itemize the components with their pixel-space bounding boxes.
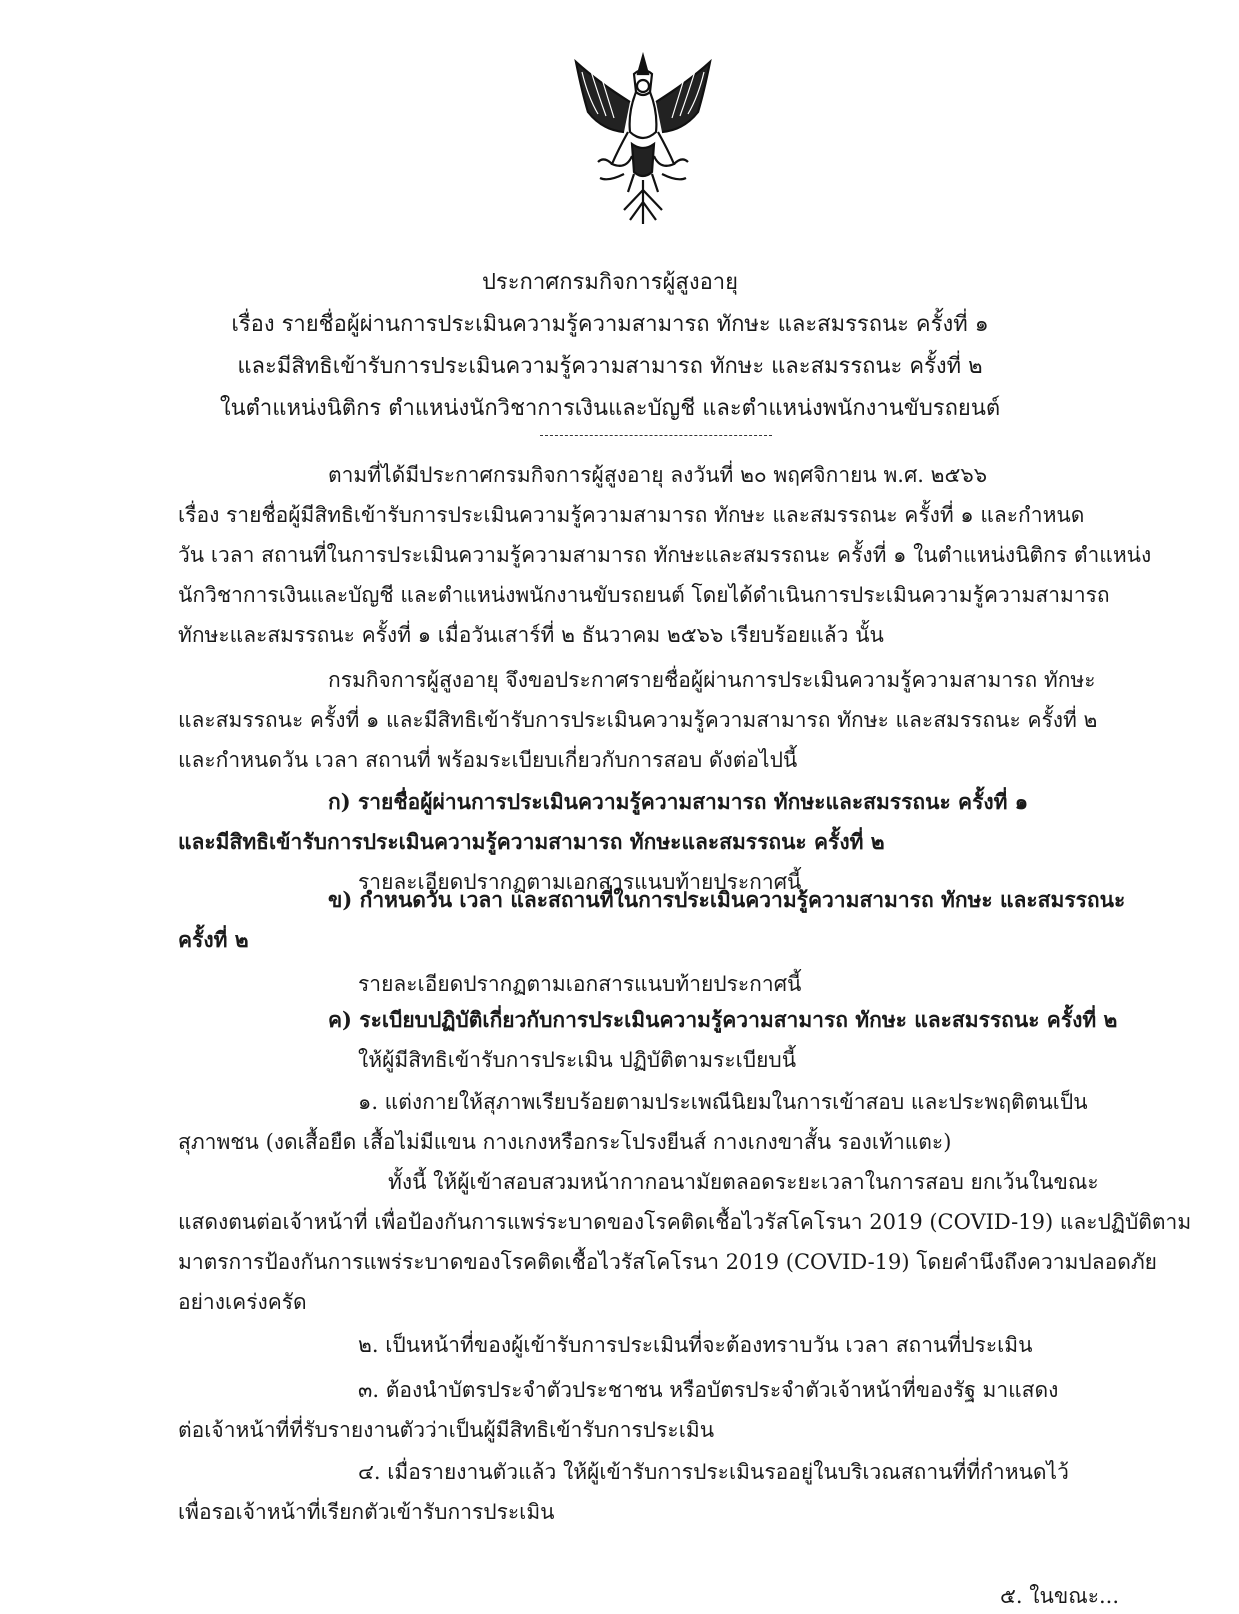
rule-1-line-3: ทั้งนี้ ให้ผู้เข้าสอบสวมหน้ากากอนามัยตลอดระยะเวลาในการสอบ ยกเว้นในขณะ	[388, 1170, 1099, 1194]
rule-1-line-5: มาตรการป้องกันการแพร่ระบาดของโรคติดเชื้อไวรัสโคโรนา 2019 (COVID-19) โดยคำนึงถึงความปลอดภัย	[178, 1250, 1157, 1274]
section-b-line-1: ข) กำหนดวัน เวลา และสถานที่ในการประเมินความรู้ความสามารถ ทักษะ และสมรรถนะ	[328, 887, 1126, 912]
rule-3	[178, 1370, 1134, 1450]
intro-line-4: นักวิชาการเงินและบัญชี และตำแหน่งพนักงานขับรถยนต์ โดยได้ดำเนินการประเมินความรู้ความสามารถ	[178, 583, 1110, 607]
announce-paragraph	[178, 660, 1134, 780]
intro-line-2: เรื่อง รายชื่อผู้มีสิทธิเข้ารับการประเมินความรู้ความสามารถ ทักษะ และสมรรถนะ ครั้งที่ ๑ และกำหนด	[178, 503, 1085, 527]
intro-line-3: วัน เวลา สถานที่ในการประเมินความรู้ความสามารถ ทักษะและสมรรถนะ ครั้งที่ ๑ ในตำแหน่งนิติกร ตำแหน่ง	[178, 543, 1152, 567]
intro-line-1: ตามที่ได้มีประกาศกรมกิจการผู้สูงอายุ ลงวันที่ ๒๐ พฤศจิกายน พ.ศ. ๒๕๖๖	[328, 463, 988, 487]
announce-line-1: กรมกิจการผู้สูงอายุ จึงขอประกาศรายชื่อผู้ผ่านการประเมินความรู้ความสามารถ ทักษะ	[328, 668, 1096, 692]
rule-1	[178, 1082, 1192, 1322]
document-heading	[150, 262, 1070, 430]
section-b-line-2: ครั้งที่ ๒	[178, 927, 249, 952]
rule-4	[178, 1452, 1134, 1532]
rule-1-line-4: แสดงตนต่อเจ้าหน้าที่ เพื่อป้องกันการแพร่ระบาดของโรคติดเชื้อไวรัสโคโรนา 2019 (COVID-19) และปฏิบัติตาม	[178, 1210, 1192, 1234]
rule-1-line-2: สุภาพชน (งดเสื้อยืด เสื้อไม่มีแขน กางเกงหรือกระโปรงยีนส์ กางเกงขาสั้น รองเท้าแตะ)	[178, 1130, 952, 1154]
garuda-emblem-icon	[568, 52, 718, 232]
intro-line-5: ทักษะและสมรรถนะ ครั้งที่ ๑ เมื่อวันเสาร์ที่ ๒ ธันวาคม ๒๕๖๖ เรียบร้อยแล้ว นั้น	[178, 623, 884, 647]
section-a-line-1: ก) รายชื่อผู้ผ่านการประเมินความรู้ความสามารถ ทักษะและสมรรถนะ ครั้งที่ ๑	[328, 789, 1029, 814]
rule-3-line-1: ๓. ต้องนำบัตรประจำตัวประชาชน หรือบัตรประจำตัวเจ้าหน้าที่ของรัฐ มาแสดง	[358, 1378, 1059, 1402]
announce-line-2: และสมรรถนะ ครั้งที่ ๑ และมีสิทธิเข้ารับการประเมินความรู้ความสามารถ ทักษะ และสมรรถนะ ครั้งที่ ๒	[178, 708, 1098, 732]
continuation-marker: ๕. ในขณะ...	[1000, 1584, 1119, 1608]
heading-line-1: ประกาศกรมกิจการผู้สูงอายุ	[481, 270, 739, 295]
section-c-line-1: ค) ระเบียบปฏิบัติเกี่ยวกับการประเมินความรู้ความสามารถ ทักษะ และสมรรถนะ ครั้งที่ ๒	[328, 1007, 1118, 1032]
rule-4-line-2: เพื่อรอเจ้าหน้าที่เรียกตัวเข้ารับการประเมิน	[178, 1500, 555, 1524]
section-b-detail: รายละเอียดปรากฏตามเอกสารแนบท้ายประกาศนี้	[358, 972, 802, 996]
announce-line-3: และกำหนดวัน เวลา สถานที่ พร้อมระเบียบเกี่ยวกับการสอบ ดังต่อไปนี้	[178, 748, 798, 772]
heading-line-3: และมีสิทธิเข้ารับการประเมินความรู้ความสามารถ ทักษะ และสมรรถนะ ครั้งที่ ๒	[237, 354, 983, 379]
rule-4-line-1: ๔. เมื่อรายงานตัวแล้ว ให้ผู้เข้ารับการประเมินรออยู่ในบริเวณสถานที่ที่กำหนดไว้	[358, 1460, 1069, 1484]
rule-1-line-1: ๑. แต่งกายให้สุภาพเรียบร้อยตามประเพณีนิยมในการเข้าสอบ และประพฤติตนเป็น	[358, 1090, 1088, 1114]
rule-2-line-1: ๒. เป็นหน้าที่ของผู้เข้ารับการประเมินที่จะต้องทราบวัน เวลา สถานที่ประเมิน	[358, 1333, 1033, 1357]
rule-2	[178, 1325, 1134, 1365]
rule-3-line-2: ต่อเจ้าหน้าที่ที่รับรายงานตัวว่าเป็นผู้มีสิทธิเข้ารับการประเมิน	[178, 1418, 715, 1442]
intro-paragraph	[178, 455, 1152, 655]
section-a-detail: รายละเอียดปรากฏตามเอกสารแนบท้ายประกาศนี้	[358, 870, 802, 894]
heading-divider	[540, 435, 772, 436]
heading-line-4: ในตำแหน่งนิติกร ตำแหน่งนักวิชาการเงินและบัญชี และตำแหน่งพนักงานขับรถยนต์	[219, 396, 1001, 421]
section-a-line-2: และมีสิทธิเข้ารับการประเมินความรู้ความสามารถ ทักษะและสมรรถนะ ครั้งที่ ๒	[178, 829, 885, 854]
heading-line-2: เรื่อง รายชื่อผู้ผ่านการประเมินความรู้ความสามารถ ทักษะ และสมรรถนะ ครั้งที่ ๑	[231, 312, 989, 337]
section-c	[178, 1000, 1134, 1080]
section-b	[178, 880, 1134, 1004]
section-c-line-2: ให้ผู้มีสิทธิเข้ารับการประเมิน ปฏิบัติตามระเบียบนี้	[358, 1048, 797, 1072]
rule-1-line-6: อย่างเคร่งครัด	[178, 1290, 307, 1314]
